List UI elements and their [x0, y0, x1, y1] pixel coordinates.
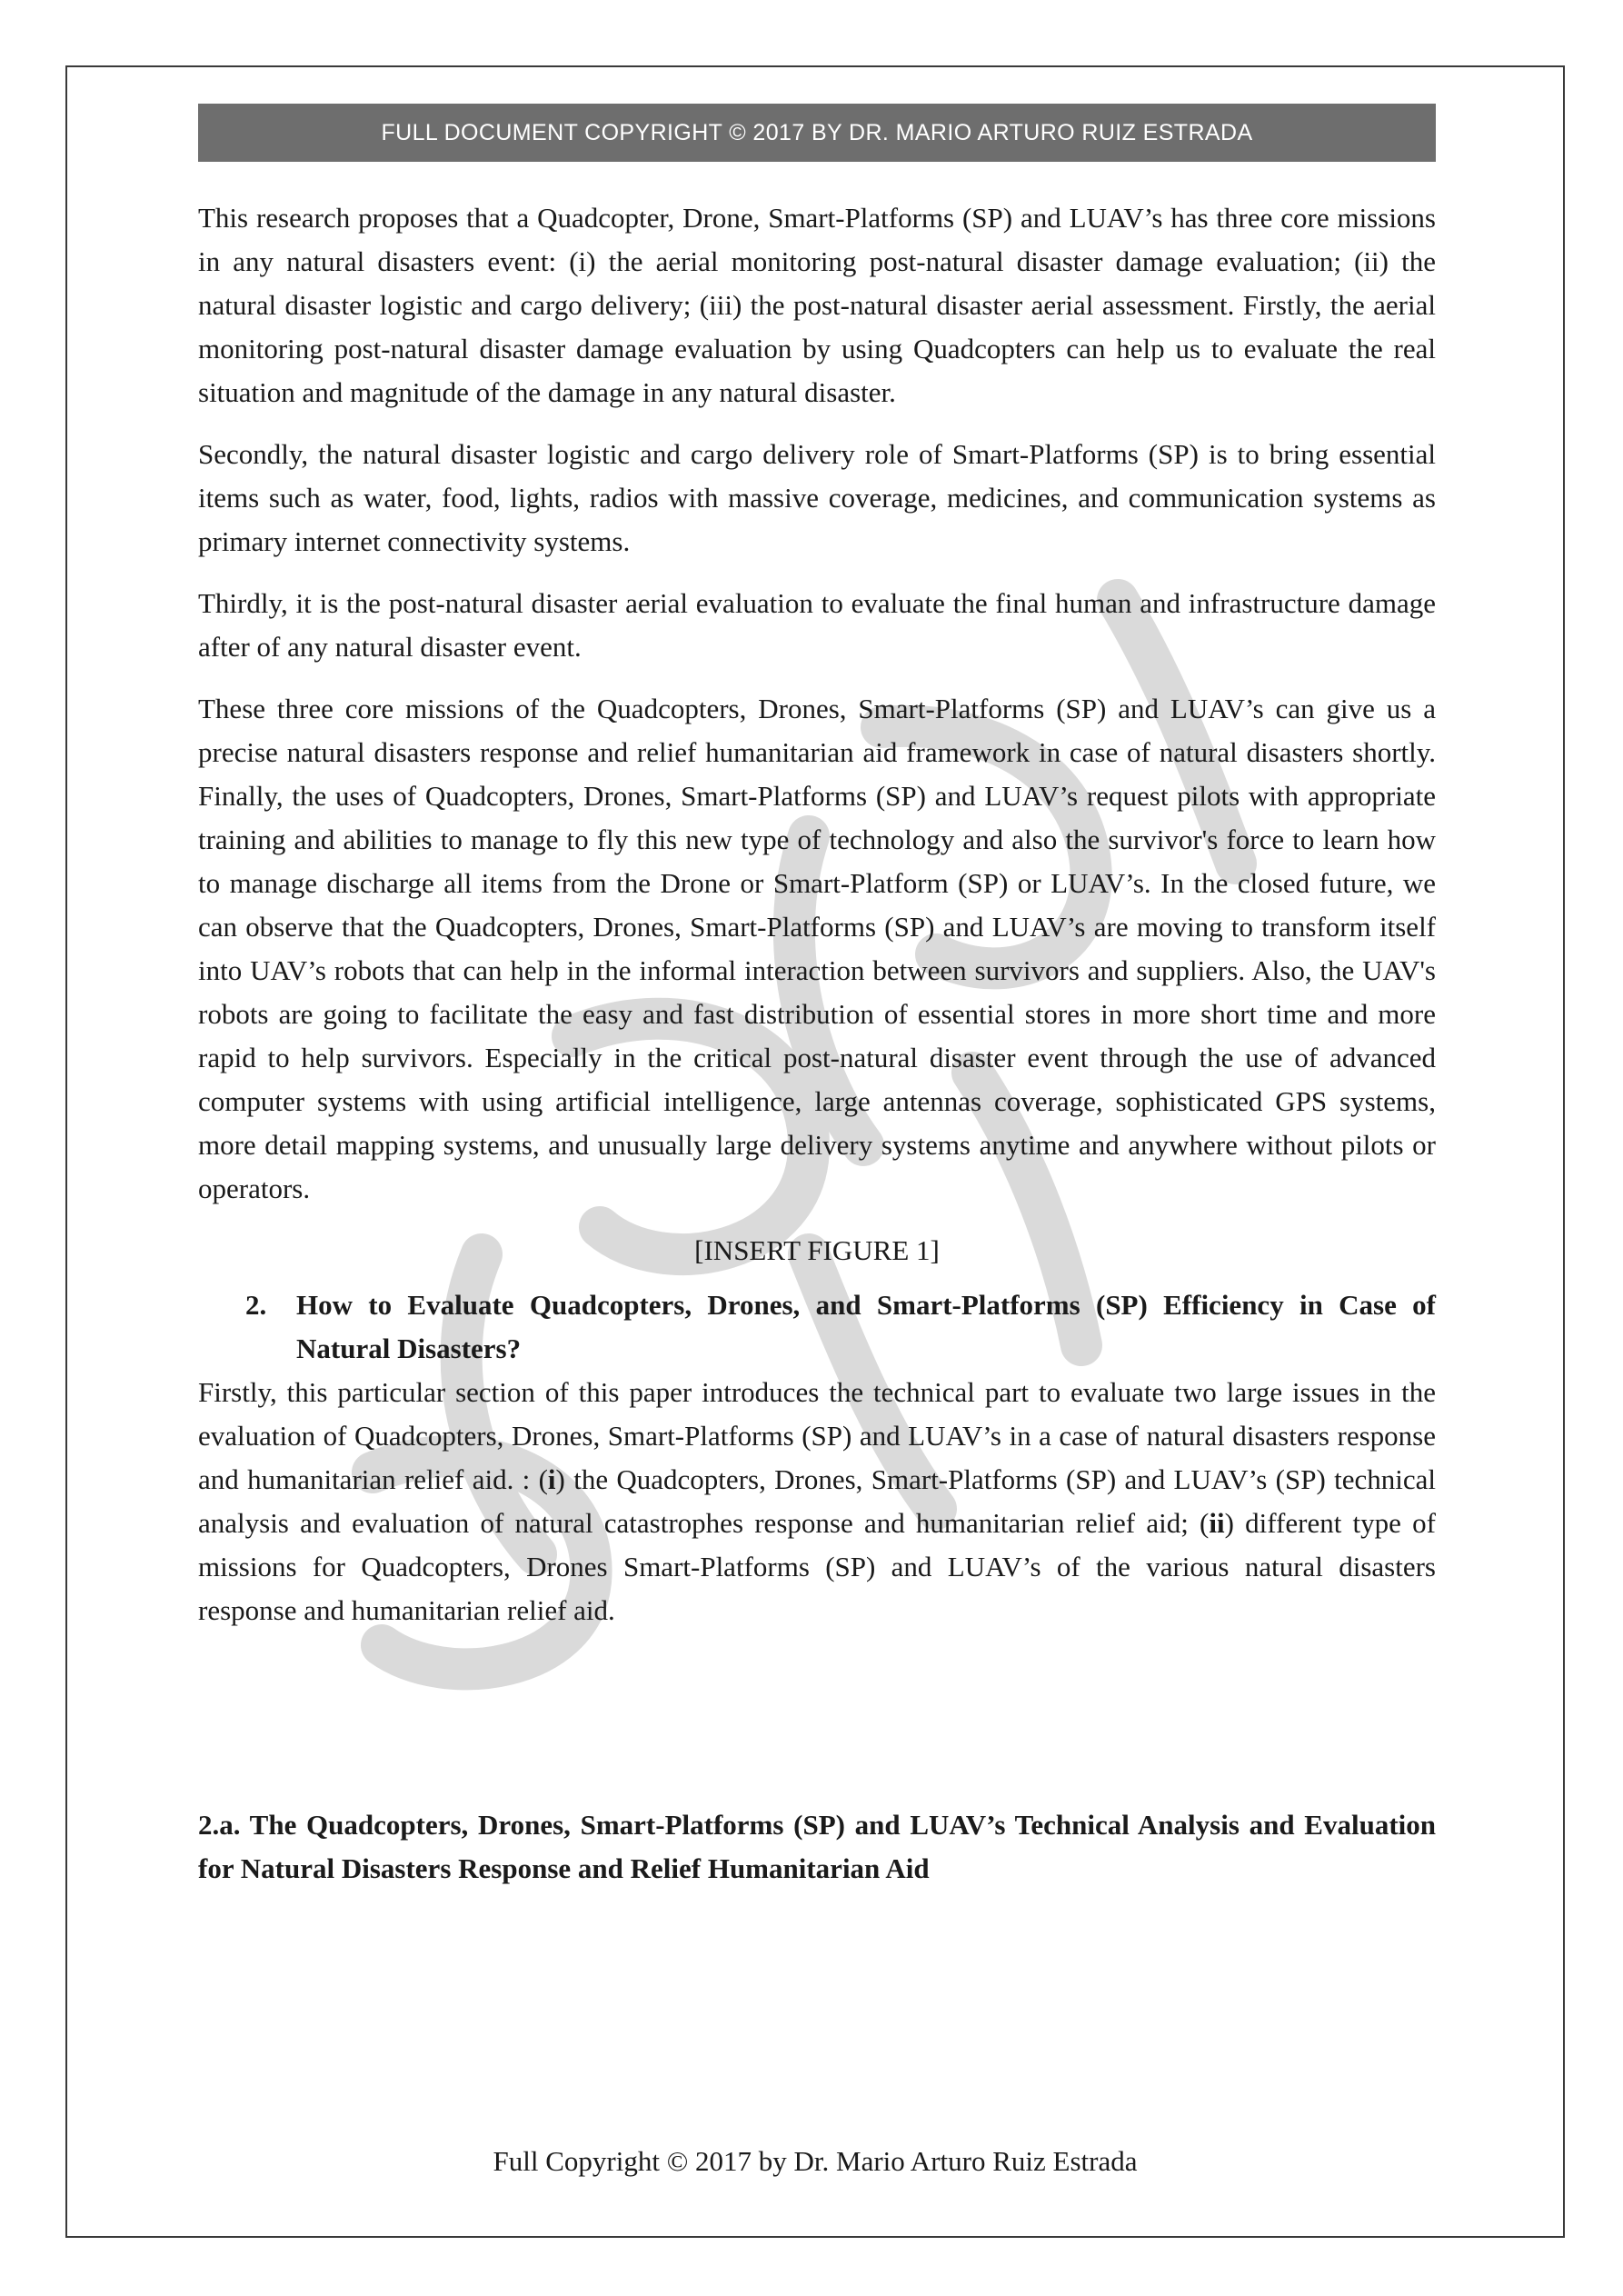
- paragraph-thirdly: Thirdly, it is the post-natural disaster aerial evaluation to evaluate the final human and infrastructure damage after of any natural disaster event.: [198, 587, 1436, 663]
- section-2-paragraph-part2: ) the Quadcopters, Drones, Smart-Platforms (SP) and LUAV’s (SP) technical analysis and evaluation of natural catastrophes response and humanitarian relief aid; (: [198, 1463, 1437, 1539]
- section-2-number: 2.: [245, 1289, 267, 1321]
- page-content: [198, 104, 1436, 1891]
- section-2-title: How to Evaluate Quadcopters, Drones, and Smart-Platforms (SP) Efficiency in Case of Natural Disasters?: [296, 1289, 1436, 1364]
- section-2-heading: [198, 1283, 1436, 1371]
- paragraph-core-missions: This research proposes that a Quadcopter, Drone, Smart-Platforms (SP) and LUAV’s has three core missions in any natural disasters event: (i) the aerial monitoring post-natural disaster damage evaluation; (ii) the natural disaster logistic and cargo delivery; (iii) the post-natural disaster aerial assessment. Firstly, the aerial monitoring post-natural disaster damage evaluation by using Quadcopters can help us to evaluate the real situation and magnitude of the damage in any natural disaster.: [198, 202, 1436, 408]
- paragraph-three-core-missions: These three core missions of the Quadcopters, Drones, Smart-Platforms (SP) and LUAV’s can give us a precise natural disasters response and relief humanitarian aid framework in case of natural disasters shortly. Finally, the uses of Quadcopters, Drones, Smart-Platforms (SP) and LUAV’s request pilots with appropriate training and abilities to manage to fly this new type of technology and also the survivor's force to learn how to manage discharge all items from the Drone or Smart-Platform (SP) or LUAV’s. In the closed future, we can observe that the Quadcopters, Drones, Smart-Platforms (SP) and LUAV’s are moving to transform itself into UAV’s robots that can help in the informal interaction between survivors and suppliers. Also, the UAV's robots are going to facilitate the easy and fast distribution of essential stores in more short time and more rapid to help survivors. Especially in the critical post-natural disaster event through the use of advanced computer systems with using artificial intelligence, large antennas coverage, sophisticated GPS systems, more detail mapping systems, and unusually large delivery systems anytime and anywhere without pilots or operators.: [198, 693, 1436, 1204]
- section-2-paragraph-part1: Firstly, this particular section of this paper introduces the technical part to evaluate two large issues in the evaluation of Quadcopters, Drones, Smart-Platforms (SP) and LUAV’s in a case of natural disasters response and humanitarian relief aid. : (: [198, 1376, 1436, 1495]
- section-2-paragraph-part3: ) different type of missions for Quadcopters, Drones Smart-Platforms (SP) and LUAV’s of the various natural disasters response and humanitarian relief aid.: [198, 1507, 1436, 1626]
- paragraph-secondly: Secondly, the natural disaster logistic and cargo delivery role of Smart-Platforms (SP) is to bring essential items such as water, food, lights, radios with massive coverage, medicines, and communication systems as primary internet connectivity systems.: [198, 438, 1436, 557]
- figure-placeholder: [INSERT FIGURE 1]: [694, 1234, 940, 1266]
- page-footer: Full Copyright © 2017 by Dr. Mario Arturo Ruiz Estrada: [493, 2145, 1138, 2177]
- copyright-banner: FULL DOCUMENT COPYRIGHT © 2017 BY DR. MARIO ARTURO RUIZ ESTRADA: [198, 104, 1436, 162]
- section-2-paragraph: [198, 1371, 1436, 1632]
- subsection-2a-heading: 2.a. The Quadcopters, Drones, Smart-Platforms (SP) and LUAV’s Technical Analysis and Evaluation for Natural Disasters Response and Relief Humanitarian Aid: [198, 1809, 1436, 1884]
- section-2-marker-i: i: [547, 1463, 556, 1495]
- section-2-marker-ii: ii: [1209, 1507, 1225, 1539]
